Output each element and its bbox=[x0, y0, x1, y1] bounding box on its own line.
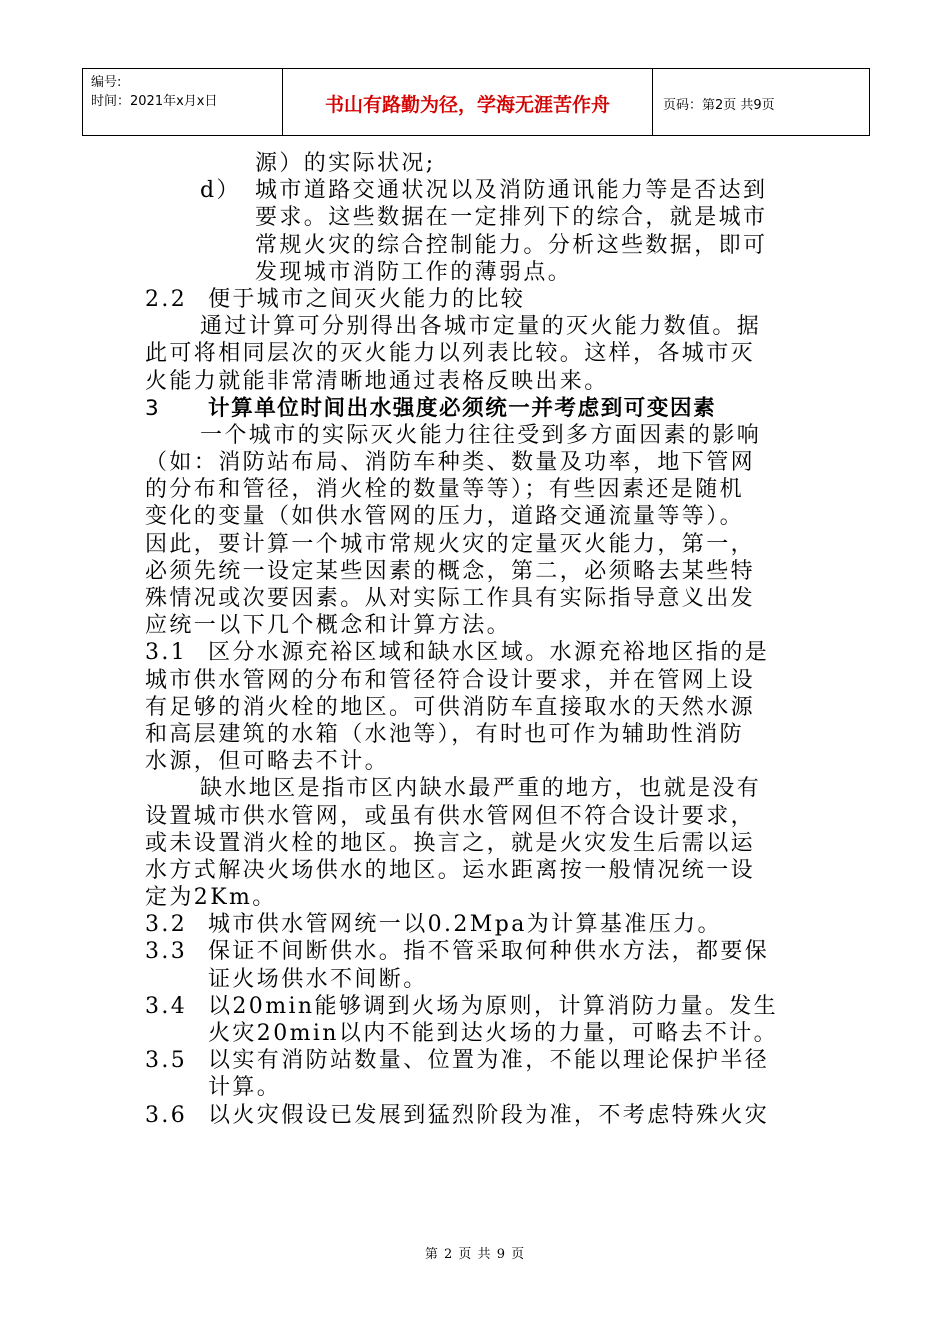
text-line: 发现城市消防工作的薄弱点。 bbox=[255, 259, 573, 285]
section-number: 3.4 bbox=[145, 993, 188, 1019]
header-table bbox=[82, 68, 870, 136]
text-line: 缺水地区是指市区内缺水最严重的地方，也就是没有 bbox=[200, 776, 762, 802]
section-3-2 bbox=[145, 911, 810, 938]
section-3-6 bbox=[145, 1102, 810, 1129]
text-line: 以20min能够调到火场为原则，计算消防力量。发生 bbox=[208, 993, 779, 1019]
text-line: （如：消防站布局、消防车种类、数量及功率，地下管网 bbox=[145, 450, 756, 476]
text-line: 城市道路交通状况以及消防通讯能力等是否达到 bbox=[255, 178, 768, 204]
document-number-label: 编号: bbox=[91, 75, 122, 90]
section-3-4 bbox=[145, 993, 810, 1020]
text-line: 源）的实际状况; bbox=[255, 151, 436, 176]
page-footer: 第 2 页 共 9 页 bbox=[424, 1247, 526, 1262]
text-line: 常规火灾的综合控制能力。分析这些数据，即可 bbox=[255, 232, 768, 258]
section-number: 3.3 bbox=[145, 939, 188, 965]
list-label: d） bbox=[200, 178, 241, 204]
document-body bbox=[145, 150, 810, 1129]
section-number: 3 bbox=[145, 395, 161, 421]
text-line: 通过计算可分别得出各城市定量的灭火能力数值。据 bbox=[200, 314, 762, 340]
text-line: 因此，要计算一个城市常规火灾的定量灭火能力，第一， bbox=[145, 531, 756, 557]
section-number: 2.2 bbox=[145, 286, 188, 312]
text-line: 火灾20min以内不能到达火场的力量，可略去不计。 bbox=[208, 1021, 779, 1046]
text-line: 的分布和管径，消火栓的数量等等）；有些因素还是随机 bbox=[145, 477, 745, 503]
text-line: 定为2Km。 bbox=[145, 885, 277, 911]
section-number: 3.5 bbox=[145, 1048, 188, 1074]
text-line: 城市供水管网的分布和管径符合设计要求，并在管网上设 bbox=[145, 667, 756, 693]
section-number: 3.2 bbox=[145, 912, 188, 938]
header-page-info: 页码：第2页 共9页 bbox=[663, 97, 775, 113]
text-line: 区分水源充裕区域和缺水区域。水源充裕地区指的是 bbox=[208, 640, 770, 666]
text-line: 此可将相同层次的灭火能力以列表比较。这样，各城市灭 bbox=[145, 341, 756, 367]
text-line: 必须先统一设定某些因素的概念，第二，必须略去某些特 bbox=[145, 558, 756, 584]
header-motto: 书山有路勤为径，学海无涯苦作舟 bbox=[283, 69, 653, 135]
text-line: 设置城市供水管网，或虽有供水管网但不符合设计要求， bbox=[145, 803, 756, 829]
text-line: 或未设置消火栓的地区。换言之，就是火灾发生后需以运 bbox=[145, 830, 756, 856]
text-line: 水源，但可略去不计。 bbox=[145, 749, 390, 775]
list-item-d bbox=[145, 177, 810, 204]
section-3-3 bbox=[145, 938, 810, 965]
header-meta-cell bbox=[83, 69, 283, 135]
section-title: 便于城市之间灭火能力的比较 bbox=[208, 286, 526, 312]
section-3-5 bbox=[145, 1047, 810, 1074]
text-line: 一个城市的实际灭火能力往往受到多方面因素的影响 bbox=[200, 422, 762, 448]
text-line: 以火灾假设已发展到猛烈阶段为准，不考虑特殊火灾 bbox=[208, 1102, 770, 1128]
text-line: 殊情况或次要因素。从对实际工作具有实际指导意义出发 bbox=[145, 586, 756, 611]
text-line: 计算。 bbox=[208, 1075, 282, 1101]
text-line: 保证不间断供水。指不管采取何种供水方法，都要保 bbox=[208, 939, 770, 965]
text-line: 应统一以下几个概念和计算方法。 bbox=[145, 613, 512, 639]
section-2-2-heading bbox=[145, 286, 810, 313]
text-line: 以实有消防站数量、位置为准，不能以理论保护半径 bbox=[208, 1048, 770, 1074]
section-3-1 bbox=[145, 639, 810, 666]
section-number: 3.1 bbox=[145, 640, 188, 666]
text-line: 变化的变量（如供水管网的压力，道路交通流量等等）。 bbox=[145, 504, 745, 530]
text-line: 水方式解决火场供水的地区。运水距离按一般情况统一设 bbox=[145, 857, 756, 883]
text-line: 有足够的消火栓的地区。可供消防车直接取水的天然水源 bbox=[145, 694, 756, 720]
text-line: 和高层建筑的水箱（水池等），有时也可作为辅助性消防 bbox=[145, 721, 745, 747]
text-line: 城市供水管网统一以0.2Mpa为计算基准压力。 bbox=[208, 912, 722, 938]
text-line: 证火场供水不间断。 bbox=[208, 966, 428, 992]
section-number: 3.6 bbox=[145, 1102, 188, 1128]
document-date: 时间：2021年x月x日 bbox=[91, 94, 218, 109]
section-title: 计算单位时间出水强度必须统一并考虑到可变因素 bbox=[208, 395, 717, 421]
text-line: 火能力就能非常清晰地通过表格反映出来。 bbox=[145, 368, 609, 394]
section-3-heading bbox=[145, 395, 810, 422]
text-line: 要求。这些数据在一定排列下的综合，就是城市 bbox=[255, 205, 768, 231]
